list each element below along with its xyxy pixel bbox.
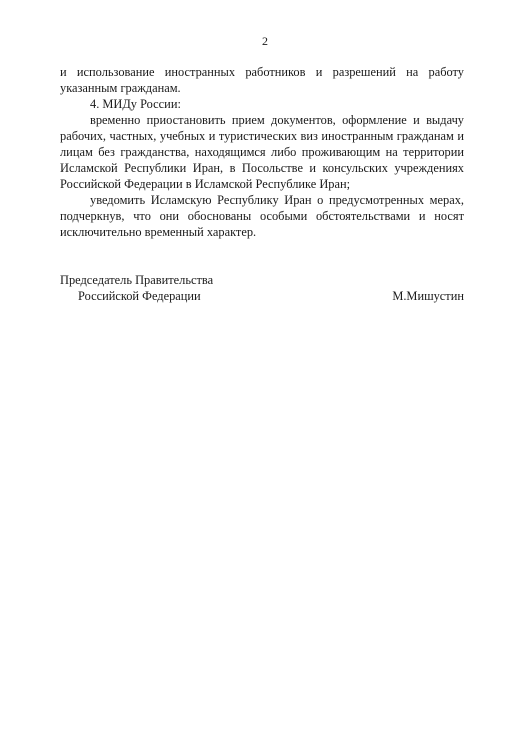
paragraph-visa-suspension: временно приостановить прием документов, оформление и выдачу рабочих, частных, учебных и туристических виз иностранным гражданам и лицам без гражданства, находящимся либо проживающим на территории Исламской Республики Иран, в Посольстве и консульских учреждениях Российской Федерации в Исламской Республике Иран;	[60, 113, 464, 191]
paragraph-continuation: и использование иностранных работников и разрешений на работу указанным гражданам.	[60, 65, 464, 95]
signatory-title-line2: Российской Федерации	[78, 289, 201, 303]
paragraph-item-4-heading: 4. МИДу России:	[90, 97, 181, 111]
paragraph-notify-iran: уведомить Исламскую Республику Иран о предусмотренных мерах, подчеркнув, что они обоснованы особыми обстоятельствами и носят исключительно временный характер.	[60, 193, 464, 239]
page-number: 2	[262, 34, 268, 48]
signatory-title-line1: Председатель Правительства	[60, 273, 214, 287]
signatory-name: М.Мишустин	[392, 289, 464, 303]
signature-block	[60, 272, 464, 304]
document-body	[60, 64, 464, 240]
